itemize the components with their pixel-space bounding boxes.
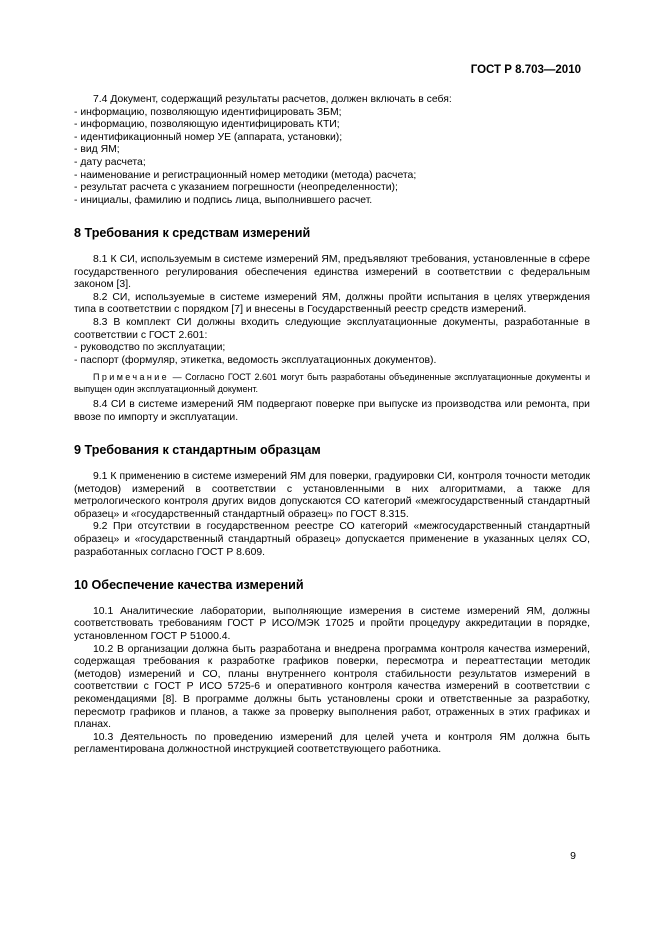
list-item: - информацию, позволяющую идентифицировать КТИ; — [74, 119, 340, 131]
list-item: - паспорт (формуляр, этикетка, ведомость эксплуатационных документов). — [74, 354, 437, 366]
list-item: - информацию, позволяющую идентифицировать ЗБМ; — [74, 106, 342, 118]
paragraph-10-3: 10.3 Деятельность по проведению измерений для целей учета и контроля ЯМ должна быть регламентирована должностной инструкцией соответствующего работника. — [74, 731, 590, 756]
paragraph-10-2: 10.2 В организации должна быть разработана и внедрена программа контроля качества измерений, содержащая требования к разработке графиков поверки, пересмотра и переаттестации методик (методов) измерений и СО, планы внутреннего контроля стабильности результатов измерений в соответствии с ГОСТ Р ИСО 5725-6 и оперативного контроля качества измерений в соответствии с рекомендациями [8]. В программе должны быть установлены сроки и ответственные за разработку, пересмотр графиков и планов, а также за проверку выполнения работ, отраженных в этих графиках и планах. — [74, 643, 590, 731]
list-item: - инициалы, фамилию и подпись лица, выполнившего расчет. — [74, 194, 373, 206]
paragraph-8-3: 8.3 В комплект СИ должны входить следующие эксплуатационные документы, разработанные в соответствии с ГОСТ 2.601: — [74, 316, 590, 341]
section-10-heading: 10 Обеспечение качества измерений — [74, 578, 304, 593]
paragraph-8-4: 8.4 СИ в системе измерений ЯМ подвергают поверке при выпуске из производства или ремонта, при ввозе по импорту и эксплуатации. — [74, 399, 590, 423]
section-8-heading: 8 Требования к средствам измерений — [74, 226, 311, 241]
list-7-4 — [74, 107, 590, 208]
list-item: - наименование и регистрационный номер методики (метода) расчета; — [74, 169, 417, 181]
list-item: - руководство по эксплуатации; — [74, 342, 226, 354]
note-text: — Согласно ГОСТ 2.601 могут быть разработаны объединенные эксплуатационные документы и выпущен один эксплуатационный документ. — [74, 372, 590, 395]
paragraph-9-1: 9.1 К применению в системе измерений ЯМ для поверки, градуировки СИ, контроля точности методик (методов) измерений в соответствии с установленными в них алгоритмами, а также для метрологического контроля других видов допускаются СО категорий «межгосударственный стандартный образец» и «государственный стандартный образец» по ГОСТ 8.315. — [74, 471, 590, 520]
page-number: 9 — [570, 850, 576, 862]
document-header: ГОСТ Р 8.703—2010 — [470, 64, 581, 76]
section-9-heading: 9 Требования к стандартным образцам — [74, 443, 321, 458]
paragraph-10-1: 10.1 Аналитические лаборатории, выполняющие измерения в системе измерений ЯМ, должны соответствовать требованиям ГОСТ Р ИСО/МЭК 17025 и пройти процедуру аккредитации в порядке, установленном ГОСТ Р 51000.4. — [74, 605, 590, 642]
page-content — [74, 94, 590, 757]
paragraph-9-2: 9.2 При отсутствии в государственном реестре СО категорий «межгосударственный стандартный образец» и «государственный стандартный образец» допускается применение в указанных целях СО, разработанных согласно ГОСТ Р 8.609. — [74, 521, 590, 558]
list-item: - вид ЯМ; — [74, 144, 120, 156]
list-item: - результат расчета с указанием погрешности (неопределенности); — [74, 182, 398, 194]
paragraph-8-2: 8.2 СИ, используемые в системе измерений ЯМ, должны пройти испытания в целях утверждения типа в соответствии с порядком [7] и внесены в Государственный реестр средств измерений. — [74, 291, 590, 316]
note-label: Примечание — [93, 372, 170, 383]
note — [74, 371, 590, 395]
paragraph-8-1: 8.1 К СИ, используемым в системе измерений ЯМ, предъявляют требования, установленные в сфере государственного регулирования обеспечения единства измерений в соответствии с федеральным законом [3]. — [74, 253, 590, 291]
list-item: - дату расчета; — [74, 156, 146, 168]
paragraph-7-4: 7.4 Документ, содержащий результаты расчетов, должен включать в себя: — [93, 94, 452, 105]
list-item: - идентификационный номер УЕ (аппарата, установки); — [74, 131, 343, 143]
